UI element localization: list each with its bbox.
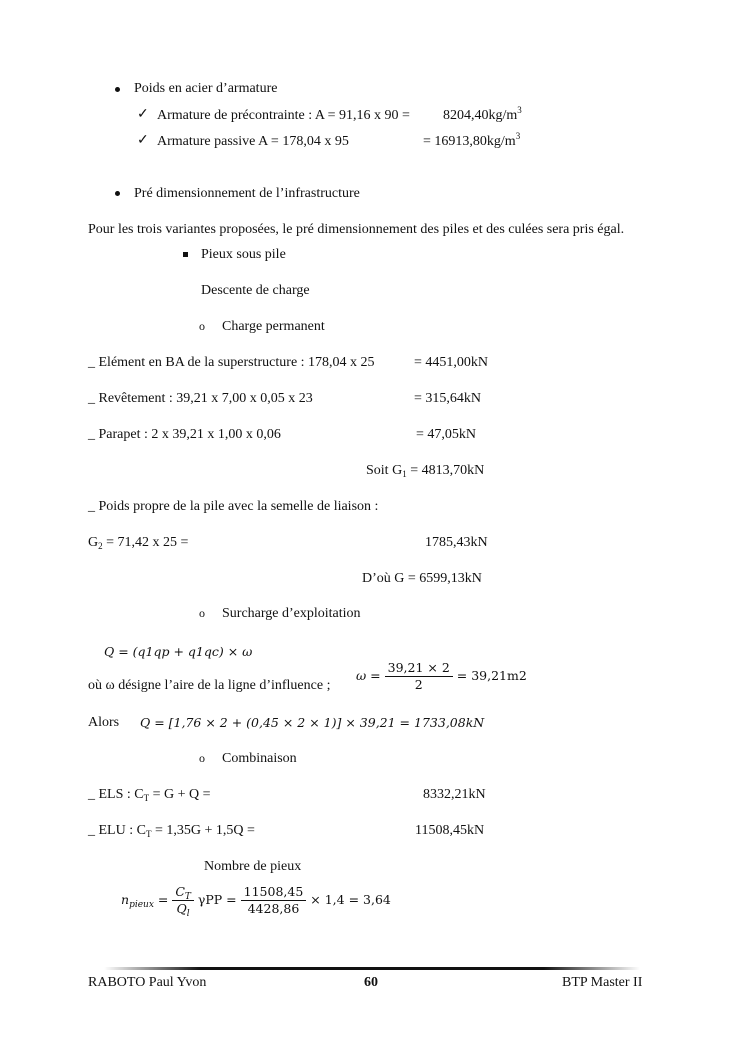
g2-label: $G_2 = 71,42$ x 25 = xyxy=(88,535,189,551)
omega-formula: ω = $\frac{39,21 \times 2}{2}$ = 39,21m2 xyxy=(356,660,527,692)
nombre-pieux-title: Nombre de pieux xyxy=(204,859,302,874)
bullet-square xyxy=(183,252,188,257)
total-g: D’où G = 6599,13kN xyxy=(362,571,482,586)
row-value: = 4451,00kN xyxy=(414,355,489,370)
row-label: _ Parapet : 2 x 39,21 x 1,00 x 0,06 xyxy=(88,427,281,442)
steel-item-passive-value: = $16913,80kg/m^3$ xyxy=(423,131,521,149)
combinaison-title: Combinaison xyxy=(222,751,297,766)
subtotal-g1: Soit $G_1 = 4813,70kN$ xyxy=(366,463,485,479)
steel-item-prestress-value: $8204,40kg/m^3$ xyxy=(443,105,522,123)
page-number: 60 xyxy=(364,975,378,990)
elu-label: _ ELU : $C_T = 1,35G + 1,5Q$ = xyxy=(88,823,255,839)
descente-title: Descente de charge xyxy=(201,283,310,298)
footer-program: BTP Master II xyxy=(562,975,643,990)
bullet-circle: o xyxy=(199,751,205,765)
row-value: = 315,64kN xyxy=(414,391,482,406)
footer-author: RABOTO Paul Yvon xyxy=(88,975,207,990)
omega-fraction: $\frac{39,21 \times 2}{2}$ xyxy=(385,660,453,693)
els-label: _ ELS : $C_T = G + Q$ = xyxy=(88,787,211,803)
els-value: 8332,21kN xyxy=(423,787,486,802)
charge-permanent-title: Charge permanent xyxy=(222,319,325,334)
alors-label: Alors xyxy=(88,715,120,730)
row-label: _ Revêtement : 39,21 x 7,00 x 0,05 x 23 xyxy=(88,391,313,406)
pieux-title: Pieux sous pile xyxy=(201,247,286,262)
footer-rule xyxy=(104,967,640,970)
bullet-circle: o xyxy=(199,606,205,620)
alors-formula: Q = [1,76 × 2 + (0,45 × 2 × 1)] × 39,21 = 1733,08kN xyxy=(140,715,485,730)
infra-intro: Pour les trois variantes proposées, le pré dimensionnement des piles et des culées sera pris égal. xyxy=(88,222,625,237)
bullet-dot xyxy=(115,191,120,196)
bullet-circle: o xyxy=(199,319,205,333)
pieux-fraction: $\frac{11508,45}{4428,86}$ xyxy=(241,884,307,917)
g2-value: 1785,43kN xyxy=(425,535,488,550)
pieux-formula: $n_{pieux}$ = $\frac{C_T}{Q_l}$ γPP = $\frac{11508,45}{4428,86}$ × 1,4 = 3,64 xyxy=(121,884,391,919)
surcharge-title: Surcharge d’exploitation xyxy=(222,606,361,621)
omega-text: où ω désigne l’aire de la ligne d’influence ; xyxy=(88,678,331,693)
poids-pile-label: _ Poids propre de la pile avec la semelle de liaison : xyxy=(88,499,379,514)
check-icon: ✓ xyxy=(137,107,149,122)
steel-item-passive-label: Armature passive A = 178,04 x 95 xyxy=(157,134,349,149)
elu-value: 11508,45kN xyxy=(415,823,485,838)
row-label: _ Elément en BA de la superstructure : 178,04 x 25 xyxy=(88,355,375,370)
check-icon: ✓ xyxy=(137,133,149,148)
formula-q: Q = (q1qp + q1qc) × ω xyxy=(104,644,253,659)
ct-ql-fraction: $\frac{C_T}{Q_l}$ xyxy=(172,884,194,917)
bullet-dot xyxy=(115,87,120,92)
infra-heading: Pré dimensionnement de l’infrastructure xyxy=(134,186,360,201)
steel-item-prestress-label: Armature de précontrainte : A = 91,16 x 90 = xyxy=(157,108,410,123)
row-value: = 47,05kN xyxy=(416,427,477,442)
steel-weight-heading: Poids en acier d’armature xyxy=(134,81,278,96)
